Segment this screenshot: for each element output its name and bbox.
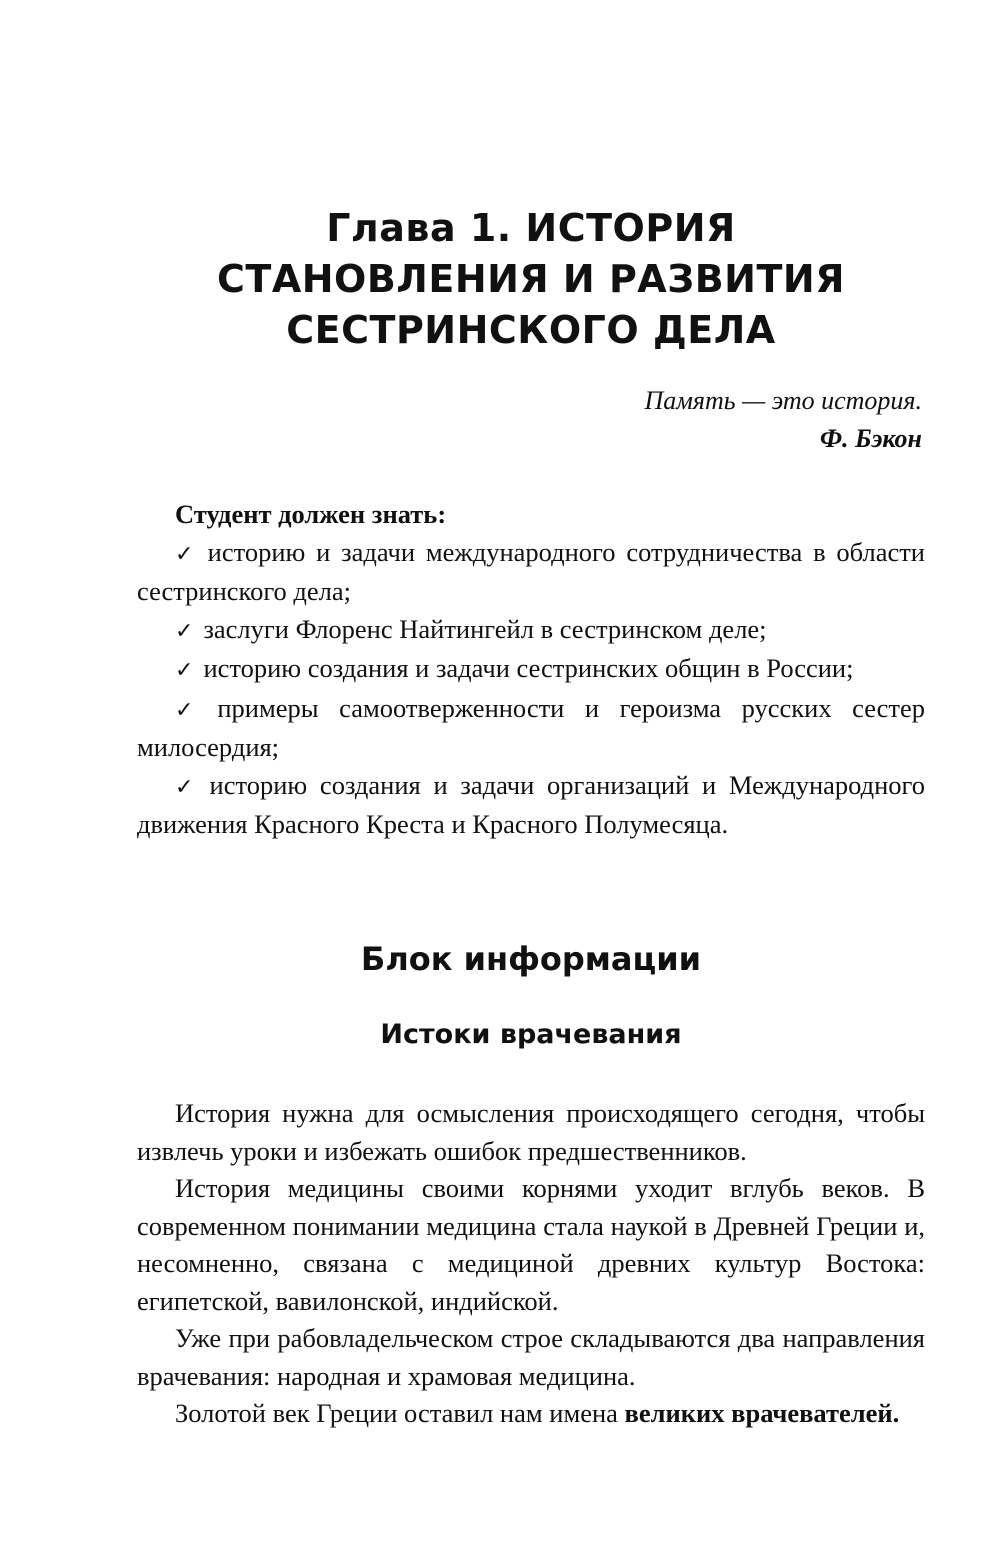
chapter-title-line: СТАНОВЛЕНИЯ И РАЗВИТИЯ <box>217 257 845 301</box>
goal-text: историю создания и задачи организаций и Международного движения Красного Креста и Красного Полумесяца. <box>137 769 925 839</box>
goal-item <box>137 534 925 611</box>
goal-item <box>137 767 925 844</box>
goal-item <box>137 650 925 690</box>
chapter-title-line: СЕСТРИНСКОГО ДЕЛА <box>286 308 776 352</box>
section-title: Блок информации <box>360 940 702 978</box>
goal-text: историю создания и задачи сестринских общин в России; <box>203 653 854 683</box>
epigraph-author: Ф. Бэкон <box>819 424 922 453</box>
learning-goals <box>137 496 925 844</box>
checkmark-icon: ✓ <box>175 618 194 644</box>
book-page <box>137 0 925 1568</box>
goal-text: историю и задачи международного сотрудничества в области сестринского дела; <box>137 536 925 606</box>
chapter-title-line: Глава 1. ИСТОРИЯ <box>326 206 736 250</box>
paragraph: Уже при рабовладельческом строе складываются два направления врачевания: народная и храмовая медицина. <box>137 1323 925 1391</box>
paragraph-text: Золотой век Греции оставил нам имена <box>175 1398 618 1428</box>
checkmark-icon: ✓ <box>175 541 198 567</box>
goal-text: примеры самоотверженности и героизма русских сестер милосердия; <box>137 692 926 762</box>
goal-item <box>137 690 925 767</box>
goal-item <box>137 611 925 651</box>
subsection-title: Истоки врачевания <box>380 1019 682 1050</box>
epigraph-quote: Память — это история. <box>644 386 922 415</box>
goal-text: заслуги Флоренс Найтингейл в сестринском деле; <box>203 613 767 644</box>
bold-term: великих врачевателей. <box>624 1398 900 1428</box>
body-text <box>137 1095 925 1433</box>
checkmark-icon: ✓ <box>175 658 194 683</box>
paragraph: История медицины своими корнями уходит вглубь веков. В современном понимании медицина стала наукой в Древней Греции и, несомненно, связана с медициной древних культур Востока: египетской, вавилонской, индийской. <box>137 1173 925 1316</box>
chapter-title <box>137 203 925 356</box>
paragraph: История нужна для осмысления происходящего сегодня, чтобы извлечь уроки и избежать ошибок предшественников. <box>137 1098 925 1166</box>
checkmark-icon: ✓ <box>175 697 208 723</box>
paragraph <box>137 1395 925 1433</box>
goals-heading: Студент должен знать: <box>175 499 447 529</box>
checkmark-icon: ✓ <box>175 774 200 800</box>
epigraph <box>645 382 922 458</box>
